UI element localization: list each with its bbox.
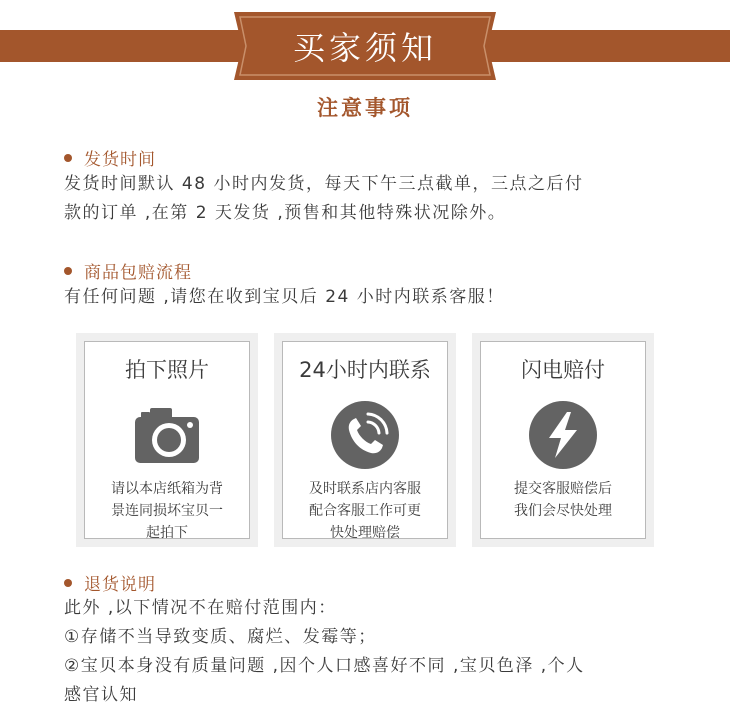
step-title: 拍下照片: [125, 358, 209, 382]
lightning-icon: [528, 400, 598, 470]
step-description: [489, 478, 637, 522]
step-text-line: 起拍下: [146, 525, 188, 541]
step-card-contact: [274, 333, 456, 547]
step-title: 闪电赔付: [521, 358, 605, 382]
paragraph-line: 发货时间默认 48 小时内发货，每天下午三点截单，三点之后付: [64, 174, 584, 194]
step-card-payout: [472, 333, 654, 547]
step-text-line: 景连同损坏宝贝一: [111, 503, 223, 519]
step-description: [93, 478, 241, 544]
step-card-inner: [282, 341, 448, 539]
step-text-line: 快处理赔偿: [330, 525, 400, 541]
step-text-line: 请以本店纸箱为背: [111, 481, 223, 497]
section-heading-shipping: [64, 145, 156, 170]
bullet-dot: [64, 579, 72, 587]
section-heading-label: 商品包赔流程: [84, 263, 192, 283]
step-title: 24小时内联系: [299, 358, 431, 382]
section-heading-compensation: [64, 258, 192, 283]
step-card-inner: [480, 341, 646, 539]
step-card-inner: [84, 341, 250, 539]
step-text-line: 配合客服工作可更: [309, 503, 421, 519]
step-text-line: 提交客服赔偿后: [514, 481, 612, 497]
paragraph-line: 款的订单 ,在第 2 天发货 ,预售和其他特殊状况除外。: [64, 203, 507, 223]
section-heading-returns: [64, 570, 156, 595]
page-subtitle: 注意事项: [317, 96, 413, 120]
step-text-line: 及时联系店内客服: [309, 481, 421, 497]
paragraph-line: 感官认知: [64, 685, 138, 705]
paragraph-line: ②宝贝本身没有质量问题 ,因个人口感喜好不同 ,宝贝色泽 ,个人: [64, 656, 585, 676]
returns-paragraph: [64, 594, 684, 710]
phone-icon: [330, 400, 400, 470]
paragraph-line: ①存储不当导致变质、腐烂、发霉等；: [64, 627, 377, 647]
section-heading-label: 退货说明: [84, 575, 156, 595]
step-description: [291, 478, 439, 544]
camera-icon: [132, 400, 202, 470]
title-banner: [234, 12, 496, 80]
compensation-paragraph: [64, 283, 684, 312]
step-card-photo: [76, 333, 258, 547]
banner-title: 买家须知: [292, 29, 437, 67]
paragraph-line: 此外 ,以下情况不在赔付范围内：: [64, 598, 337, 618]
bullet-dot: [64, 154, 72, 162]
bullet-dot: [64, 267, 72, 275]
paragraph-line: 有任何问题 ,请您在收到宝贝后 24 小时内联系客服！: [64, 287, 505, 307]
shipping-paragraph: [64, 170, 684, 228]
section-heading-label: 发货时间: [84, 150, 156, 170]
step-text-line: 我们会尽快处理: [514, 503, 612, 519]
